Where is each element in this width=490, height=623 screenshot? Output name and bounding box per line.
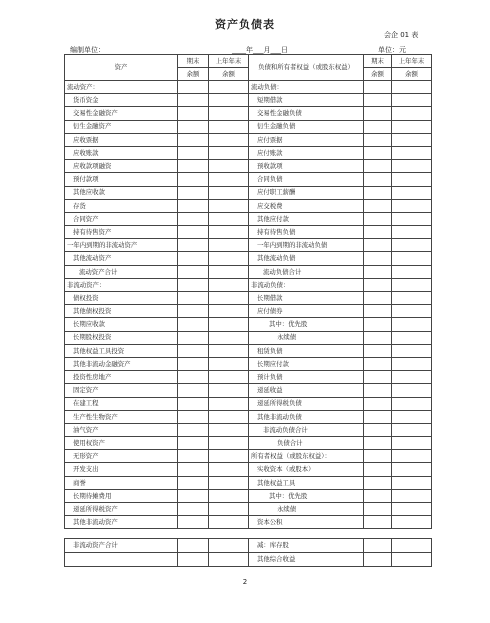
liability-prior-balance <box>392 371 432 384</box>
form-code: 会企 01 表 <box>384 31 419 39</box>
asset-label: 其他权益工具投资 <box>65 344 178 357</box>
asset-end-balance <box>178 94 209 107</box>
asset-label: 固定资产 <box>65 384 178 397</box>
liability-prior-balance <box>392 437 432 450</box>
asset-prior-balance <box>209 94 249 107</box>
asset-end-balance <box>178 397 209 410</box>
table-row <box>65 173 432 186</box>
liability-label: 一年内到期的非流动负债 <box>249 239 364 252</box>
end-balance-header: 期末 <box>178 55 209 68</box>
liability-label: 非流动负债合计 <box>249 423 364 436</box>
liability-end-balance <box>364 292 392 305</box>
liability-label: 其他综合收益 <box>249 552 364 566</box>
asset-end-balance <box>178 239 209 252</box>
liability-end-balance <box>364 226 392 239</box>
liability-end-balance <box>364 81 392 94</box>
asset-end-balance <box>178 384 209 397</box>
table-row <box>65 226 432 239</box>
liability-end-balance <box>364 173 392 186</box>
liability-label: 其他流动负债 <box>249 252 364 265</box>
table-row <box>65 252 432 265</box>
asset-end-balance <box>178 344 209 357</box>
liability-label: 短期借款 <box>249 94 364 107</box>
asset-prior-balance <box>209 437 249 450</box>
asset-label: 长期待摊费用 <box>65 489 178 502</box>
asset-prior-balance <box>209 371 249 384</box>
asset-prior-balance <box>209 489 249 502</box>
page-number: 2 <box>242 578 248 586</box>
liability-prior-balance <box>392 199 432 212</box>
liability-prior-balance <box>392 516 432 529</box>
liability-label: 交易性金融负债 <box>249 107 364 120</box>
liability-end-balance <box>364 476 392 489</box>
liability-label: 流动负债合计 <box>249 265 364 278</box>
asset-prior-balance <box>209 397 249 410</box>
table-row <box>65 476 432 489</box>
end-balance-header: 期末 <box>364 55 392 68</box>
table-row <box>65 146 432 159</box>
liability-end-balance <box>364 552 392 566</box>
liability-end-balance <box>364 357 392 370</box>
liability-prior-balance <box>392 292 432 305</box>
asset-label: 交易性金融资产 <box>65 107 178 120</box>
asset-label: 油气资产 <box>65 423 178 436</box>
table-row <box>65 318 432 331</box>
liability-end-balance <box>364 344 392 357</box>
table-row <box>65 133 432 146</box>
asset-end-balance <box>178 450 209 463</box>
asset-prior-balance <box>209 81 249 94</box>
liability-label: 其他应付款 <box>249 212 364 225</box>
table-row <box>65 239 432 252</box>
liability-end-balance <box>364 463 392 476</box>
asset-label: 生产性生物资产 <box>65 410 178 423</box>
asset-prior-balance <box>209 173 249 186</box>
liability-prior-balance <box>392 133 432 146</box>
table-row <box>65 305 432 318</box>
asset-label: 存货 <box>65 199 178 212</box>
liability-label: 所有者权益（或股东权益）： <box>249 450 364 463</box>
asset-end-balance <box>178 489 209 502</box>
liability-prior-balance <box>392 450 432 463</box>
liability-prior-balance <box>392 476 432 489</box>
liability-end-balance <box>364 437 392 450</box>
liability-prior-balance <box>392 173 432 186</box>
liability-prior-balance <box>392 503 432 516</box>
asset-prior-balance <box>209 278 249 291</box>
asset-end-balance <box>178 278 209 291</box>
asset-label: 长期股权投资 <box>65 331 178 344</box>
table-row <box>65 423 432 436</box>
table-row <box>65 516 432 529</box>
table-row <box>65 81 432 94</box>
liability-end-balance <box>364 146 392 159</box>
liability-prior-balance <box>392 410 432 423</box>
table-row <box>65 489 432 502</box>
liability-prior-balance <box>392 278 432 291</box>
asset-prior-balance <box>209 226 249 239</box>
liability-end-balance <box>364 94 392 107</box>
liability-label: 其中：优先股 <box>249 318 364 331</box>
asset-end-balance <box>178 252 209 265</box>
liability-end-balance <box>364 199 392 212</box>
liability-prior-balance <box>392 463 432 476</box>
asset-label: 应收款项融资 <box>65 160 178 173</box>
end-balance-header-sub: 余额 <box>364 68 392 81</box>
asset-end-balance <box>178 160 209 173</box>
liability-label: 负债合计 <box>249 437 364 450</box>
table-row <box>65 539 432 553</box>
liability-end-balance <box>364 318 392 331</box>
asset-prior-balance <box>209 476 249 489</box>
liability-label: 流动负债： <box>249 81 364 94</box>
date-line: ____年___月___日 <box>232 46 288 54</box>
asset-prior-balance <box>209 450 249 463</box>
asset-label: 合同资产 <box>65 212 178 225</box>
asset-end-balance <box>178 476 209 489</box>
table-row <box>65 186 432 199</box>
prior-balance-header: 上年年末 <box>209 55 249 68</box>
asset-label: 持有待售资产 <box>65 226 178 239</box>
table-row <box>65 292 432 305</box>
asset-prior-balance <box>209 212 249 225</box>
liability-end-balance <box>364 278 392 291</box>
asset-end-balance <box>178 199 209 212</box>
liability-label: 实收资本（或股本） <box>249 463 364 476</box>
table-row <box>65 278 432 291</box>
asset-label: 投资性房地产 <box>65 371 178 384</box>
liability-label: 其他权益工具 <box>249 476 364 489</box>
asset-label: 开发支出 <box>65 463 178 476</box>
asset-end-balance <box>178 81 209 94</box>
asset-prior-balance <box>209 239 249 252</box>
asset-end-balance <box>178 371 209 384</box>
asset-end-balance <box>178 120 209 133</box>
asset-label: 货币资金 <box>65 94 178 107</box>
asset-end-balance <box>178 331 209 344</box>
asset-prior-balance <box>209 292 249 305</box>
liability-end-balance <box>364 265 392 278</box>
liability-end-balance <box>364 371 392 384</box>
liability-prior-balance <box>392 107 432 120</box>
asset-prior-balance <box>209 120 249 133</box>
asset-label: 流动资产： <box>65 81 178 94</box>
asset-prior-balance <box>209 423 249 436</box>
liability-label: 租赁负债 <box>249 344 364 357</box>
asset-label: 长期应收款 <box>65 318 178 331</box>
asset-end-balance <box>178 292 209 305</box>
assets-header: 资产 <box>65 55 178 81</box>
currency-unit: 单位：元 <box>378 46 406 54</box>
table-row <box>65 331 432 344</box>
asset-label: 预付款项 <box>65 173 178 186</box>
asset-end-balance <box>178 318 209 331</box>
liability-prior-balance <box>392 186 432 199</box>
table-row <box>65 371 432 384</box>
liability-prior-balance <box>392 397 432 410</box>
liability-end-balance <box>364 397 392 410</box>
liability-label: 减：库存股 <box>249 539 364 553</box>
liability-prior-balance <box>392 357 432 370</box>
liability-label: 应付职工薪酬 <box>249 186 364 199</box>
liability-label: 衍生金融负债 <box>249 120 364 133</box>
table-row <box>65 384 432 397</box>
liability-label: 应付债券 <box>249 305 364 318</box>
prior-balance-header-sub: 余额 <box>209 68 249 81</box>
liability-label: 持有待售负债 <box>249 226 364 239</box>
liability-prior-balance <box>392 120 432 133</box>
liability-label: 应付账款 <box>249 146 364 159</box>
asset-end-balance <box>178 305 209 318</box>
asset-label: 流动资产合计 <box>65 265 178 278</box>
table-row <box>65 463 432 476</box>
liability-label: 长期借款 <box>249 292 364 305</box>
table-row <box>65 199 432 212</box>
asset-label: 衍生金融资产 <box>65 120 178 133</box>
liability-end-balance <box>364 539 392 553</box>
liability-label: 合同负债 <box>249 173 364 186</box>
asset-end-balance <box>178 212 209 225</box>
liability-label: 长期应付款 <box>249 357 364 370</box>
liability-end-balance <box>364 305 392 318</box>
asset-label: 在建工程 <box>65 397 178 410</box>
asset-end-balance <box>178 539 209 553</box>
liability-label: 非流动负债： <box>249 278 364 291</box>
liability-label: 永续债 <box>249 503 364 516</box>
liability-end-balance <box>364 331 392 344</box>
asset-prior-balance <box>209 539 249 553</box>
liability-prior-balance <box>392 552 432 566</box>
liability-end-balance <box>364 450 392 463</box>
liability-end-balance <box>364 423 392 436</box>
asset-prior-balance <box>209 107 249 120</box>
table-row <box>65 344 432 357</box>
asset-end-balance <box>178 146 209 159</box>
asset-label: 其他流动资产 <box>65 252 178 265</box>
table-row <box>65 397 432 410</box>
asset-end-balance <box>178 357 209 370</box>
liability-end-balance <box>364 489 392 502</box>
asset-label: 债权投资 <box>65 292 178 305</box>
liability-label: 永续债 <box>249 331 364 344</box>
balance-sheet-continuation-table <box>64 538 432 567</box>
liability-label: 其中：优先股 <box>249 489 364 502</box>
liability-end-balance <box>364 503 392 516</box>
end-balance-header-sub: 余额 <box>178 68 209 81</box>
asset-end-balance <box>178 503 209 516</box>
liability-prior-balance <box>392 212 432 225</box>
asset-prior-balance <box>209 552 249 566</box>
liability-label: 递延所得税负债 <box>249 397 364 410</box>
asset-prior-balance <box>209 186 249 199</box>
table-row <box>65 94 432 107</box>
liability-prior-balance <box>392 423 432 436</box>
asset-prior-balance <box>209 146 249 159</box>
table-row <box>65 160 432 173</box>
table-row <box>65 503 432 516</box>
liability-end-balance <box>364 160 392 173</box>
asset-label: 其他非流动资产 <box>65 516 178 529</box>
table-header-row <box>65 55 432 68</box>
asset-end-balance <box>178 107 209 120</box>
asset-label: 应收账款 <box>65 146 178 159</box>
liability-end-balance <box>364 186 392 199</box>
asset-prior-balance <box>209 252 249 265</box>
asset-label: 一年内到期的非流动资产 <box>65 239 178 252</box>
liability-label: 应付票据 <box>249 133 364 146</box>
asset-prior-balance <box>209 357 249 370</box>
asset-prior-balance <box>209 265 249 278</box>
liability-prior-balance <box>392 160 432 173</box>
asset-end-balance <box>178 463 209 476</box>
asset-label <box>65 552 178 566</box>
liability-end-balance <box>364 212 392 225</box>
table-row <box>65 107 432 120</box>
liability-end-balance <box>364 107 392 120</box>
asset-prior-balance <box>209 516 249 529</box>
asset-prior-balance <box>209 410 249 423</box>
liability-prior-balance <box>392 489 432 502</box>
asset-prior-balance <box>209 384 249 397</box>
liability-end-balance <box>364 133 392 146</box>
asset-label: 其他非流动金融资产 <box>65 357 178 370</box>
table-row <box>65 437 432 450</box>
liability-end-balance <box>364 239 392 252</box>
balance-sheet-table <box>64 54 432 529</box>
asset-label: 无形资产 <box>65 450 178 463</box>
prior-balance-header: 上年年末 <box>392 55 432 68</box>
asset-label: 非流动资产合计 <box>65 539 178 553</box>
asset-prior-balance <box>209 133 249 146</box>
asset-end-balance <box>178 133 209 146</box>
asset-prior-balance <box>209 503 249 516</box>
liability-prior-balance <box>392 305 432 318</box>
liability-prior-balance <box>392 252 432 265</box>
liability-end-balance <box>364 516 392 529</box>
asset-end-balance <box>178 552 209 566</box>
liability-prior-balance <box>392 344 432 357</box>
liability-label: 资本公积 <box>249 516 364 529</box>
asset-end-balance <box>178 410 209 423</box>
liabilities-header: 负债和所有者权益（或股东权益） <box>249 55 364 81</box>
prior-balance-header-sub: 余额 <box>392 68 432 81</box>
table-row <box>65 120 432 133</box>
table-row <box>65 265 432 278</box>
liability-label: 预计负债 <box>249 371 364 384</box>
liability-end-balance <box>364 410 392 423</box>
liability-prior-balance <box>392 539 432 553</box>
asset-label: 其他债权投资 <box>65 305 178 318</box>
liability-end-balance <box>364 384 392 397</box>
table-row <box>65 357 432 370</box>
liability-prior-balance <box>392 318 432 331</box>
asset-label: 应收票据 <box>65 133 178 146</box>
asset-prior-balance <box>209 305 249 318</box>
table-row <box>65 212 432 225</box>
liability-end-balance <box>364 120 392 133</box>
preparer-unit-label: 编制单位： <box>70 46 105 54</box>
liability-label: 应交税费 <box>249 199 364 212</box>
liability-end-balance <box>364 252 392 265</box>
table-row <box>65 552 432 566</box>
asset-prior-balance <box>209 344 249 357</box>
liability-prior-balance <box>392 146 432 159</box>
asset-end-balance <box>178 265 209 278</box>
liability-label: 其他非流动负债 <box>249 410 364 423</box>
asset-prior-balance <box>209 318 249 331</box>
asset-label: 其他应收款 <box>65 186 178 199</box>
liability-label: 递延收益 <box>249 384 364 397</box>
asset-label: 递延所得税资产 <box>65 503 178 516</box>
liability-label: 预收款项 <box>249 160 364 173</box>
liability-prior-balance <box>392 239 432 252</box>
asset-prior-balance <box>209 463 249 476</box>
document-title: 资产负债表 <box>215 18 275 31</box>
asset-prior-balance <box>209 160 249 173</box>
liability-prior-balance <box>392 94 432 107</box>
asset-prior-balance <box>209 199 249 212</box>
asset-end-balance <box>178 423 209 436</box>
asset-label: 非流动资产： <box>65 278 178 291</box>
asset-end-balance <box>178 516 209 529</box>
asset-end-balance <box>178 186 209 199</box>
asset-prior-balance <box>209 331 249 344</box>
liability-prior-balance <box>392 226 432 239</box>
asset-end-balance <box>178 437 209 450</box>
table-row <box>65 450 432 463</box>
asset-end-balance <box>178 226 209 239</box>
liability-prior-balance <box>392 265 432 278</box>
asset-label: 商誉 <box>65 476 178 489</box>
liability-prior-balance <box>392 81 432 94</box>
asset-end-balance <box>178 173 209 186</box>
asset-label: 使用权资产 <box>65 437 178 450</box>
table-row <box>65 410 432 423</box>
liability-prior-balance <box>392 384 432 397</box>
liability-prior-balance <box>392 331 432 344</box>
